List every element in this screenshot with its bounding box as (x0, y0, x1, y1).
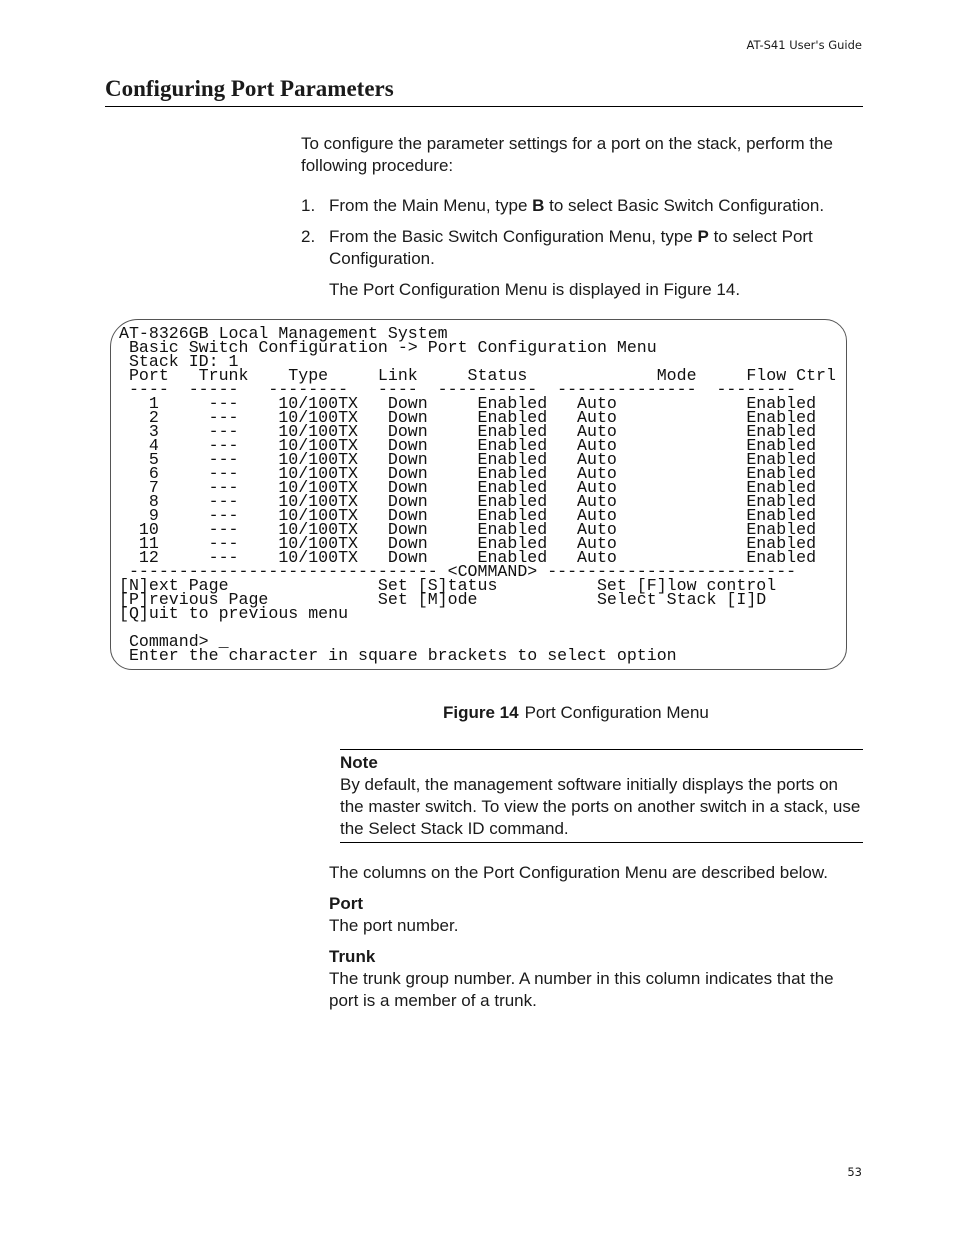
step-key: B (532, 196, 545, 215)
figure-label: Figure 14 (443, 703, 519, 722)
step-1 (301, 195, 866, 217)
intro-paragraph: To configure the parameter settings for a port on the stack, perform the following procedure: (301, 134, 833, 175)
running-head: AT-S41 User's Guide (746, 38, 862, 52)
note-box (340, 749, 863, 843)
procedure-steps (301, 195, 866, 279)
terminal-text: AT-8326GB Local Management System Basic Switch Configuration -> Port Configuration Menu Stack ID: 1 Port Trunk Type Link Status Mode Flow Ctrl ---- ----- -------- ---- ---------- -------------- -------- 1 --- 10/100TX Down Enabled Auto Enabled 2 --- 10/100TX Down Enabled Auto Enabled 3 --- 10/100TX Down Enabled Auto Enabled 4 --- 10/100TX Down Enabled Auto Enabled 5 --- 10/100TX Down Enabled Auto Enabled 6 --- 10/100TX Down Enabled Auto Enabled 7 --- 10/100TX Down Enabled Auto Enabled 8 --- 10/100TX Down Enabled Auto Enabled 9 --- 10/100TX Down Enabled Auto Enabled 10 --- 10/100TX Down Enabled Auto Enabled 11 --- 10/100TX Down Enabled Auto Enabled 12 --- 10/100TX Down Enabled Auto Enabled ------------------------------- <COMMAND> ------------------------- [N]ext Page Set [S]tatus Set [F]low control [P]revious Page Set [M]ode Select Stack [I]D [Q]uit to previous menu Command> _ Enter the character in square brackets to select option (119, 324, 836, 665)
definition-text: The port number. (329, 916, 459, 935)
definition-text: The trunk group number. A number in this column indicates that the port is a member of a trunk. (329, 969, 834, 1010)
terminal-screen (110, 319, 847, 670)
section-title: Configuring Port Parameters (105, 76, 863, 107)
step-text: From the Main Menu, type B to select Basic Switch Configuration. (329, 196, 825, 215)
step-number: 2. (301, 227, 316, 246)
column-descriptions (329, 862, 839, 1012)
note-text: By default, the management software initially displays the ports on the master switch. To view the ports on another switch in a stack, use the Select Stack ID command. (340, 775, 861, 838)
page-number: 53 (847, 1165, 862, 1179)
definition-term: Port (329, 894, 363, 913)
columns-intro: The columns on the Port Configuration Menu are described below. (329, 863, 828, 882)
step-2 (301, 226, 866, 270)
definition-term: Trunk (329, 947, 376, 966)
figure-caption (443, 703, 709, 723)
step-number: 1. (301, 196, 316, 215)
step-text: From the Basic Switch Configuration Menu, type P to select Port Configuration. (329, 227, 813, 268)
step-key: P (697, 227, 709, 246)
figure-reference: The Port Configuration Menu is displayed in Figure 14. (329, 280, 741, 299)
note-title: Note (340, 753, 378, 772)
figure-title: Port Configuration Menu (524, 703, 709, 722)
